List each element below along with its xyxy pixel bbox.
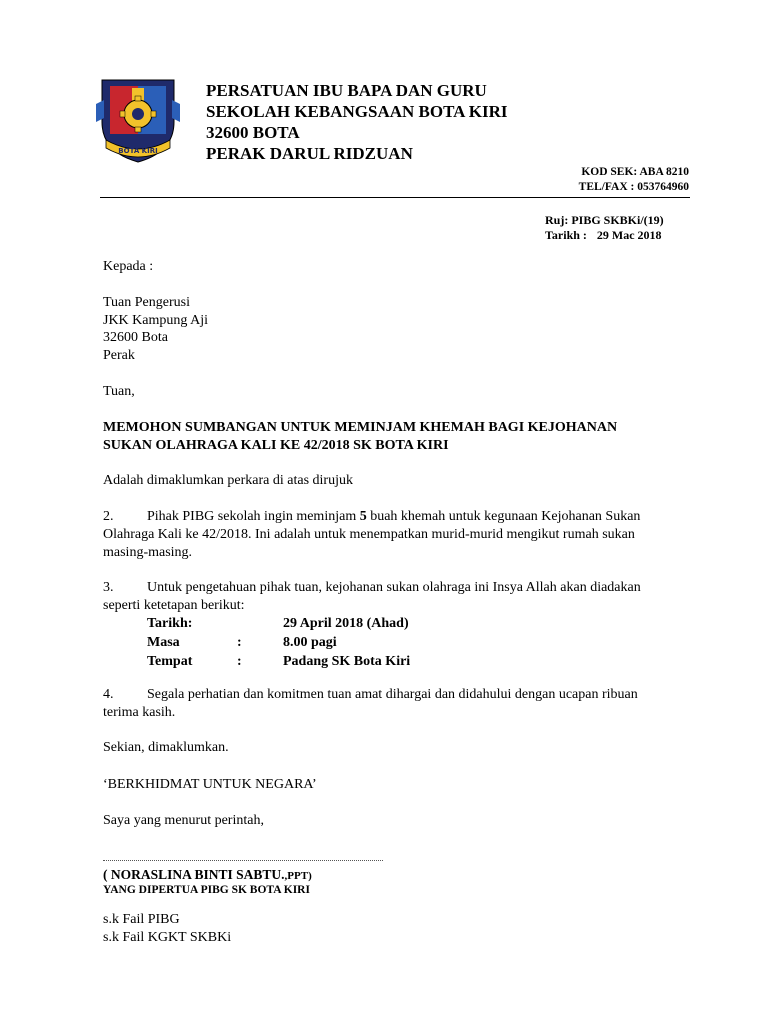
org-line: SEKOLAH KEBANGSAAN BOTA KIRI bbox=[206, 102, 508, 121]
org-line: 32600 BOTA bbox=[206, 123, 300, 142]
school-code: KOD SEK: ABA 8210 bbox=[581, 166, 689, 178]
detail-label: Tempat bbox=[147, 654, 193, 669]
paragraph-1: Adalah dimaklumkan perkara di atas dirujuk bbox=[103, 473, 353, 488]
paragraph-text: buah khemah untuk kegunaan Kejohanan Sukan bbox=[366, 509, 641, 524]
signatory-name-suffix: ,PPT) bbox=[284, 870, 312, 882]
detail-label: Tarikh: bbox=[147, 616, 193, 631]
signature-line bbox=[103, 850, 383, 861]
cc-line: s.k Fail KGKT SKBKi bbox=[103, 930, 232, 945]
paragraph-text: Untuk pengetahuan pihak tuan, kejohanan sukan olahraga ini Insya Allah akan diadakan bbox=[147, 580, 641, 595]
reference-block bbox=[545, 213, 664, 243]
detail-value: 29 April 2018 (Ahad) bbox=[283, 616, 409, 631]
tel-fax: TEL/FAX : 053764960 bbox=[578, 181, 689, 193]
school-crest-logo bbox=[92, 74, 184, 166]
paragraph-number: 3. bbox=[103, 580, 114, 595]
subject-line: SUKAN OLAHRAGA KALI KE 42/2018 SK BOTA KIRI bbox=[103, 438, 449, 453]
salutation: Tuan, bbox=[103, 384, 135, 399]
detail-sep bbox=[237, 614, 283, 633]
paragraph-text: terima kasih. bbox=[103, 705, 176, 720]
tent-count: 5 bbox=[359, 509, 367, 524]
detail-sep: : bbox=[237, 654, 242, 669]
header-divider bbox=[100, 197, 690, 198]
detail-row bbox=[147, 614, 410, 633]
school-contact bbox=[579, 165, 689, 195]
date-value: 29 Mac 2018 bbox=[596, 228, 662, 242]
paragraph-3 bbox=[103, 579, 693, 615]
recipient-line: Tuan Pengerusi bbox=[103, 295, 190, 310]
paragraph-text: seperti ketetapan berikut: bbox=[103, 598, 245, 613]
paragraph-2 bbox=[103, 508, 693, 562]
paragraph-text: Olahraga Kali ke 42/2018. Ini adalah untuk menempatkan murid-murid mengikut rumah sukan bbox=[103, 527, 635, 542]
signatory-name-main: ( NORASLINA BINTI SABTU. bbox=[103, 867, 285, 882]
subject-line: MEMOHON SUMBANGAN UNTUK MEMINJAM KHEMAH BAGI KEJOHANAN bbox=[103, 420, 618, 435]
detail-value: Padang SK Bota Kiri bbox=[283, 654, 411, 669]
event-details bbox=[147, 614, 410, 671]
paragraph-text: Pihak PIBG sekolah ingin meminjam bbox=[147, 509, 360, 524]
recipient-line: 32600 Bota bbox=[103, 330, 168, 345]
reference-number: Ruj: PIBG SKBKi/(19) bbox=[545, 213, 664, 227]
closing-saya: Saya yang menurut perintah, bbox=[103, 813, 264, 828]
signatory-title: YANG DIPERTUA PIBG SK BOTA KIRI bbox=[103, 884, 310, 896]
recipient-line: Perak bbox=[103, 348, 135, 363]
org-line: PERSATUAN IBU BAPA DAN GURU bbox=[206, 81, 487, 100]
cc-line: s.k Fail PIBG bbox=[103, 912, 180, 927]
detail-sep: : bbox=[237, 635, 242, 650]
detail-value: 8.00 pagi bbox=[283, 635, 337, 650]
paragraph-number: 2. bbox=[103, 509, 114, 524]
paragraph-number: 4. bbox=[103, 687, 114, 702]
detail-row bbox=[147, 633, 410, 652]
date-label: Tarikh : bbox=[545, 228, 587, 242]
date-row bbox=[545, 228, 664, 243]
paragraph-4 bbox=[103, 686, 693, 722]
recipient-line: JKK Kampung Aji bbox=[103, 313, 208, 328]
organization-header bbox=[206, 80, 508, 164]
org-line: PERAK DARUL RIDZUAN bbox=[206, 144, 413, 163]
kepada-label: Kepada : bbox=[103, 259, 154, 274]
detail-row bbox=[147, 652, 410, 671]
closing-sekian: Sekian, dimaklumkan. bbox=[103, 740, 229, 755]
paragraph-text: Segala perhatian dan komitmen tuan amat dihargai dan didahului dengan ucapan ribuan bbox=[147, 687, 638, 702]
detail-label: Masa bbox=[147, 635, 180, 650]
closing-motto: ‘BERKHIDMAT UNTUK NEGARA’ bbox=[103, 777, 317, 792]
paragraph-text: masing-masing. bbox=[103, 545, 193, 560]
logo-text: BOTA KIRI bbox=[118, 147, 158, 155]
